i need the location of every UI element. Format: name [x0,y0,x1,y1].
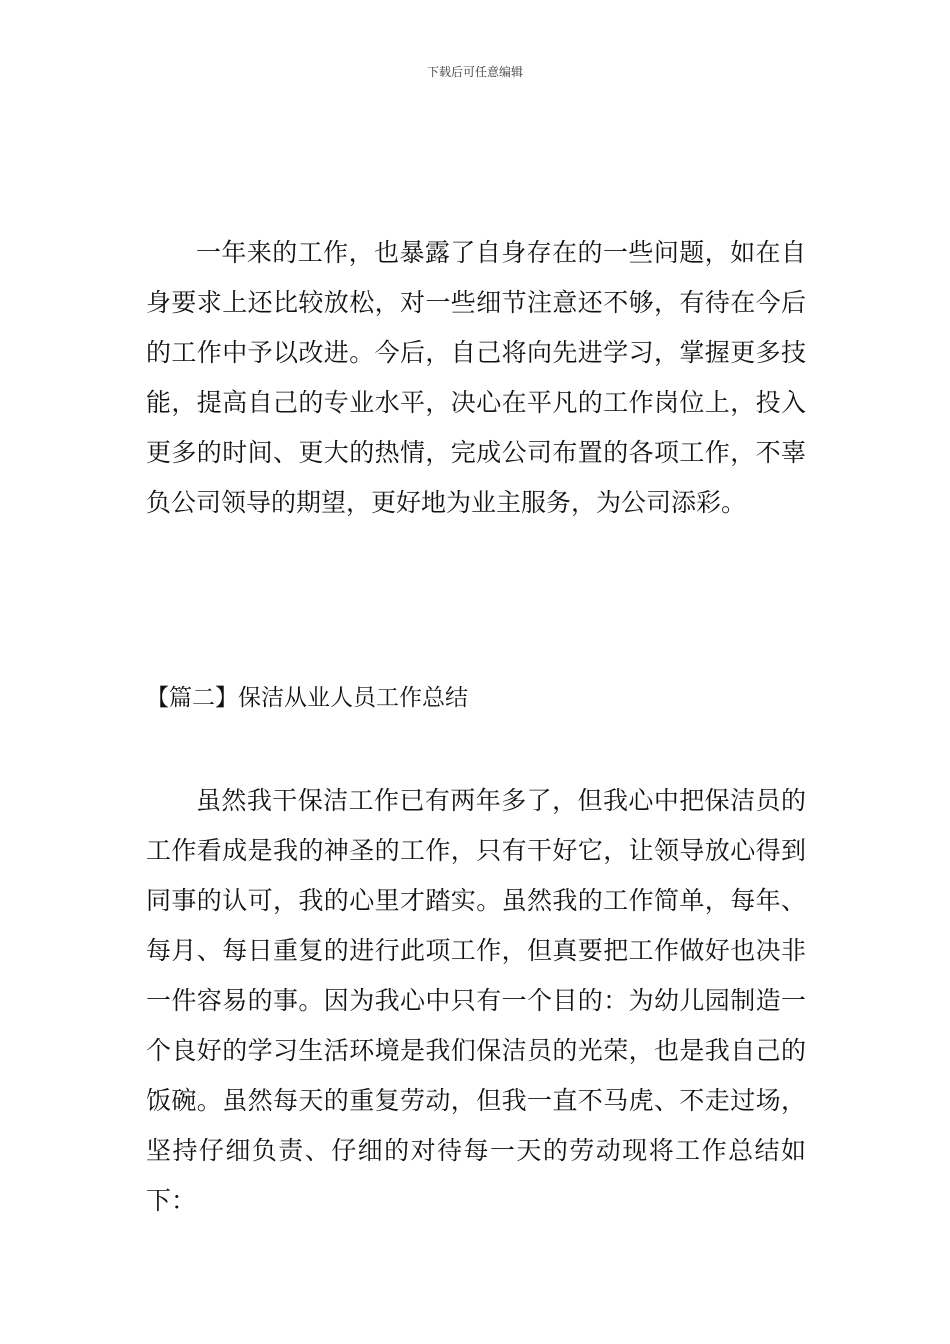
paragraph-2: 虽然我干保洁工作已有两年多了，但我心中把保洁员的工作看成是我的神圣的工作，只有干好它，让领导放心得到同事的认可，我的心里才踏实。虽然我的工作简单，每年、每月、每日重复的进行此项工作，但真要把工作做好也决非一件容易的事。因为我心中只有一个目的：为幼儿园制造一个良好的学习生活环境是我们保洁员的光荣，也是我自己的饭碗。虽然每天的重复劳动，但我一直不马虎、不走过场，坚持仔细负责、仔细的对待每一天的劳动现将工作总结如下： [146,786,806,1215]
page-header-note: 下载后可任意编辑 [426,65,523,79]
section-title-2: 【篇二】保洁从业人员工作总结 [146,685,468,711]
paragraph-1: 一年来的工作，也暴露了自身存在的一些问题，如在自身要求上还比较放松，对一些细节注意还不够，有待在今后的工作中予以改进。今后，自己将向先进学习，掌握更多技能，提高自己的专业水平，决心在平凡的工作岗位上，投入更多的时间、更大的热情，完成公司布置的各项工作，不辜负公司领导的期望，更好地为业主服务，为公司添彩。 [146,238,806,517]
